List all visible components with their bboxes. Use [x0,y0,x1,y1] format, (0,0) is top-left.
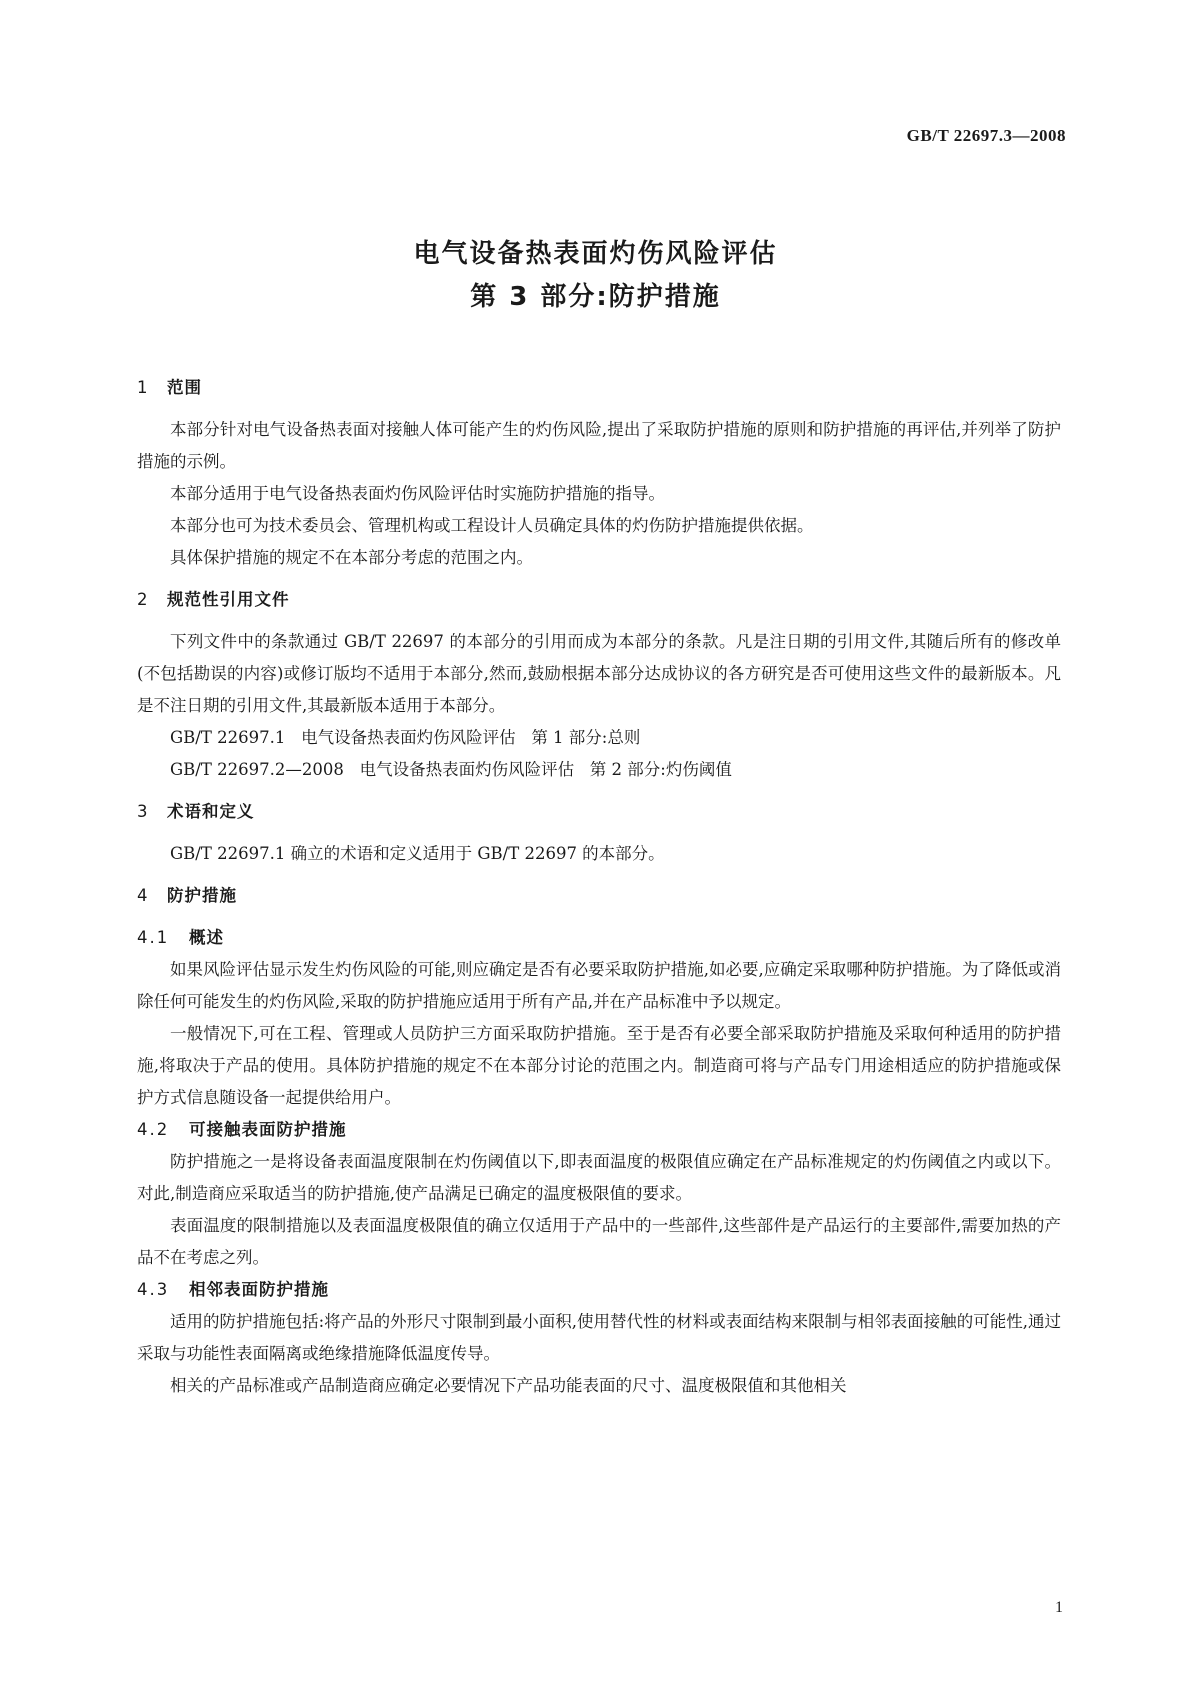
subsection-title: 相邻表面防护措施 [189,1280,329,1299]
section-title: 术语和定义 [167,802,255,821]
section-title: 范围 [167,378,202,397]
section-number: 3 [137,802,149,821]
document-title: 电气设备热表面灼伤风险评估 [413,239,778,269]
page-number: 1 [1055,1599,1063,1616]
section-number: 2 [137,590,149,609]
section-title: 防护措施 [167,886,237,905]
subsection-title: 可接触表面防护措施 [189,1120,347,1139]
section-heading [137,584,1061,616]
reference-item: GB/T 22697.1 电气设备热表面灼伤风险评估 第 1 部分:总则 [170,728,641,747]
reference-item: GB/T 22697.2—2008 电气设备热表面灼伤风险评估 第 2 部分:灼伤阈值 [170,760,732,779]
subsection-number: 4.3 [137,1280,170,1299]
section-heading [137,796,1061,828]
paragraph: 具体保护措施的规定不在本部分考虑的范围之内。 [170,548,533,567]
subsection-heading [137,922,1061,954]
paragraph: 表面温度的限制措施以及表面温度极限值的确立仅适用于产品中的一些部件,这些部件是产品运行的主要部件,需要加热的产品不在考虑之列。 [137,1216,1061,1267]
document-subtitle: 第 3 部分:防护措施 [470,282,721,312]
section-title: 规范性引用文件 [167,590,290,609]
paragraph: 一般情况下,可在工程、管理或人员防护三方面采取防护措施。至于是否有必要全部采取防护措施及采取何种适用的防护措施,将取决于产品的使用。具体防护措施的规定不在本部分讨论的范围之内。制造商可将与产品专门用途相适应的防护措施或保护方式信息随设备一起提供给用户。 [137,1024,1061,1107]
paragraph: 本部分针对电气设备热表面对接触人体可能产生的灼伤风险,提出了采取防护措施的原则和防护措施的再评估,并列举了防护措施的示例。 [137,420,1061,471]
paragraph: 本部分适用于电气设备热表面灼伤风险评估时实施防护措施的指导。 [170,484,665,503]
subsection-number: 4.2 [137,1120,170,1139]
paragraph: 适用的防护措施包括:将产品的外形尺寸限制到最小面积,使用替代性的材料或表面结构来限制与相邻表面接触的可能性,通过采取与功能性表面隔离或绝缘措施降低温度传导。 [137,1312,1061,1363]
paragraph: 下列文件中的条款通过 GB/T 22697 的本部分的引用而成为本部分的条款。凡是注日期的引用文件,其随后所有的修改单(不包括勘误的内容)或修订版均不适用于本部分,然而,鼓励根据本部分达成协议的各方研究是否可使用这些文件的最新版本。凡是不注日期的引用文件,其最新版本适用于本部分。 [137,632,1061,715]
paragraph: 防护措施之一是将设备表面温度限制在灼伤阈值以下,即表面温度的极限值应确定在产品标准规定的灼伤阈值之内或以下。对此,制造商应采取适当的防护措施,使产品满足已确定的温度极限值的要求。 [137,1152,1061,1203]
paragraph: 相关的产品标准或产品制造商应确定必要情况下产品功能表面的尺寸、温度极限值和其他相关 [170,1376,847,1395]
paragraph: 本部分也可为技术委员会、管理机构或工程设计人员确定具体的灼伤防护措施提供依据。 [170,516,814,535]
subsection-title: 概述 [189,928,224,947]
subsection-heading [137,1114,1061,1146]
subsection-heading [137,1274,1061,1306]
section-heading [137,372,1061,404]
standard-code: GB/T 22697.3—2008 [906,126,1066,145]
paragraph: GB/T 22697.1 确立的术语和定义适用于 GB/T 22697 的本部分。 [170,844,665,863]
section-number: 1 [137,378,149,397]
paragraph: 如果风险评估显示发生灼伤风险的可能,则应确定是否有必要采取防护措施,如必要,应确定采取哪种防护措施。为了降低或消除任何可能发生的灼伤风险,采取的防护措施应适用于所有产品,并在产品标准中予以规定。 [137,960,1061,1011]
section-heading [137,880,1061,912]
document-body [137,372,1061,1402]
subsection-number: 4.1 [137,928,170,947]
section-number: 4 [137,886,149,905]
